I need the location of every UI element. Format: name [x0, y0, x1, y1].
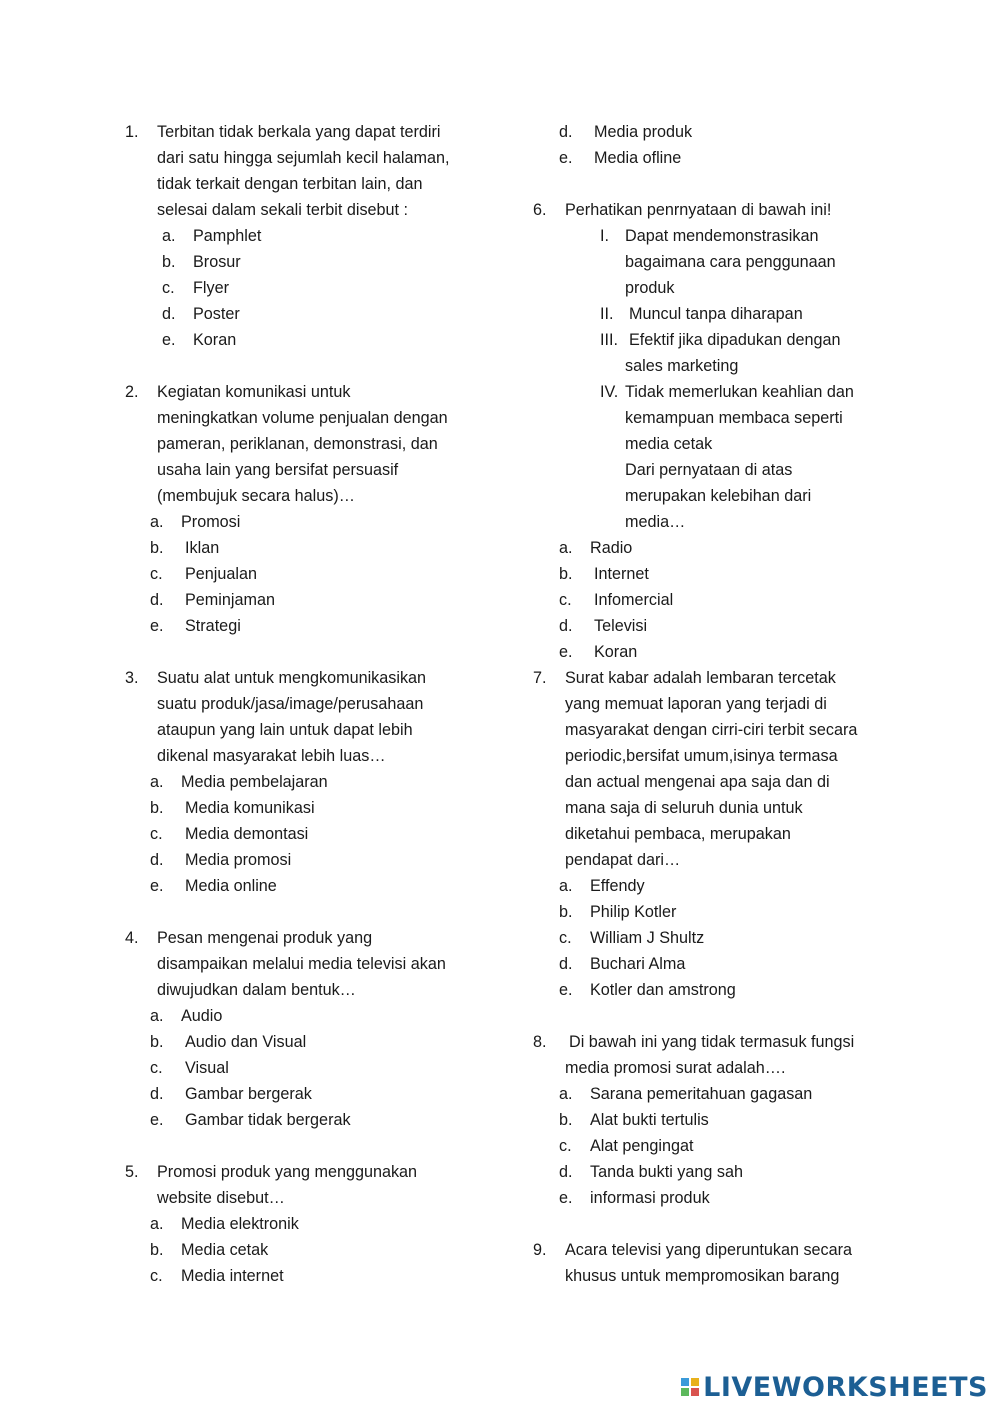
option-label: b. [150, 1241, 164, 1259]
statement-text: produk [625, 279, 675, 297]
option-a[interactable] [533, 1081, 893, 1107]
statement-numeral: I. [600, 227, 609, 245]
option-text: Gambar bergerak [185, 1085, 312, 1103]
option-d[interactable] [533, 951, 893, 977]
option-text: Alat bukti tertulis [590, 1111, 709, 1129]
question-number: 8. [533, 1033, 547, 1051]
question-text: diwujudkan dalam bentuk… [157, 981, 356, 999]
option-e[interactable] [125, 1107, 485, 1133]
option-label: a. [559, 877, 573, 895]
question-7 [533, 665, 893, 691]
option-b[interactable] [125, 535, 485, 561]
option-text: Buchari Alma [590, 955, 686, 973]
option-text: Philip Kotler [590, 903, 677, 921]
logo-blocks-icon [681, 1378, 699, 1396]
option-e[interactable] [533, 977, 893, 1003]
question-text: usaha lain yang bersifat persuasif [157, 461, 399, 479]
question-text: Surat kabar adalah lembaran tercetak [565, 669, 836, 687]
option-text: Sarana pemeritahuan gagasan [590, 1085, 813, 1103]
option-text: Media produk [594, 123, 693, 141]
option-c[interactable] [125, 821, 485, 847]
option-label: c. [150, 565, 163, 583]
question-text: Di bawah ini yang tidak termasuk fungsi [569, 1033, 855, 1051]
option-a[interactable] [125, 769, 485, 795]
option-label: e. [559, 1189, 573, 1207]
question-text: disampaikan melalui media televisi akan [157, 955, 446, 973]
question-text: suatu produk/jasa/image/perusahaan [157, 695, 424, 713]
option-text: Media komunikasi [185, 799, 315, 817]
statement-ii [533, 301, 893, 327]
option-e[interactable] [125, 613, 485, 639]
question-text: meningkatkan volume penjualan dengan [157, 409, 448, 427]
option-text: Koran [193, 331, 237, 349]
statement-text: Efektif jika dipadukan dengan [629, 331, 841, 349]
statement-iv [533, 379, 893, 405]
option-b[interactable] [125, 1237, 485, 1263]
option-label: c. [150, 1267, 163, 1285]
option-label: c. [559, 929, 572, 947]
option-text: Media demontasi [185, 825, 309, 843]
option-label: d. [559, 1163, 573, 1181]
question-text: periodic,bersifat umum,isinya termasa [565, 747, 838, 765]
statement-text: Tidak memerlukan keahlian dan [625, 383, 854, 401]
option-label: a. [559, 539, 573, 557]
option-b[interactable] [125, 795, 485, 821]
option-a[interactable] [125, 509, 485, 535]
option-label: c. [559, 591, 572, 609]
logo-block [681, 1378, 689, 1386]
statement-i [533, 223, 893, 249]
option-label: c. [150, 1059, 163, 1077]
option-text: Audio dan Visual [185, 1033, 307, 1051]
statement-numeral: II. [600, 305, 614, 323]
statement-numeral: III. [600, 331, 618, 349]
option-d[interactable] [533, 119, 893, 145]
option-e[interactable] [125, 327, 485, 353]
question-text: dari satu hingga sejumlah kecil halaman, [157, 149, 450, 167]
option-label: b. [559, 565, 573, 583]
question-6 [533, 197, 893, 223]
option-a[interactable] [533, 873, 893, 899]
question-number: 9. [533, 1241, 547, 1259]
option-text: Media elektronik [181, 1215, 299, 1233]
followup-text: merupakan kelebihan dari [625, 487, 812, 505]
liveworksheets-logo[interactable] [681, 1370, 988, 1404]
option-label: a. [150, 773, 164, 791]
question-number: 1. [125, 123, 139, 141]
option-b[interactable] [125, 249, 485, 275]
option-d[interactable] [125, 587, 485, 613]
question-text: Terbitan tidak berkala yang dapat terdiri [157, 123, 441, 141]
option-text: informasi produk [590, 1189, 710, 1207]
question-number: 5. [125, 1163, 139, 1181]
question-text: Suatu alat untuk mengkomunikasikan [157, 669, 427, 687]
option-label: e. [150, 617, 164, 635]
question-2 [125, 379, 485, 405]
option-c[interactable] [533, 925, 893, 951]
option-c[interactable] [125, 561, 485, 587]
option-label: b. [150, 1033, 164, 1051]
option-b[interactable] [125, 1029, 485, 1055]
option-c[interactable] [533, 587, 893, 613]
option-text: Effendy [590, 877, 645, 895]
option-text: Promosi [181, 513, 241, 531]
option-a[interactable] [125, 223, 485, 249]
option-text: Audio [181, 1007, 223, 1025]
option-b[interactable] [533, 899, 893, 925]
option-b[interactable] [533, 1107, 893, 1133]
question-text: pameran, periklanan, demonstrasi, dan [157, 435, 438, 453]
statement-text: Dapat mendemonstrasikan [625, 227, 819, 245]
question-text: diketahui pembaca, merupakan [565, 825, 791, 843]
option-label: e. [559, 981, 573, 999]
option-d[interactable] [533, 1159, 893, 1185]
option-text: Strategi [185, 617, 241, 635]
statement-text: bagaimana cara penggunaan [625, 253, 836, 271]
option-label: d. [150, 851, 164, 869]
question-text: ataupun yang lain untuk dapat lebih [157, 721, 413, 739]
option-text: William J Shultz [590, 929, 705, 947]
option-b[interactable] [533, 561, 893, 587]
option-label: a. [150, 1215, 164, 1233]
option-a[interactable] [533, 535, 893, 561]
option-text: Media ofline [594, 149, 682, 167]
left-column [125, 119, 485, 1289]
option-text: Iklan [185, 539, 220, 557]
option-text: Tanda bukti yang sah [590, 1163, 743, 1181]
option-e[interactable] [533, 145, 893, 171]
question-5 [125, 1159, 485, 1185]
option-c[interactable] [125, 1263, 485, 1289]
question-text: yang memuat laporan yang terjadi di [565, 695, 827, 713]
option-text: Alat pengingat [590, 1137, 694, 1155]
option-c[interactable] [125, 1055, 485, 1081]
option-label: d. [559, 617, 573, 635]
question-number: 6. [533, 201, 547, 219]
question-number: 4. [125, 929, 139, 947]
option-label: e. [559, 149, 573, 167]
option-text: Televisi [594, 617, 648, 635]
option-label: d. [150, 1085, 164, 1103]
question-text: khusus untuk mempromosikan barang [565, 1267, 840, 1285]
option-text: Brosur [193, 253, 241, 271]
option-text: Media cetak [181, 1241, 269, 1259]
option-d[interactable] [125, 847, 485, 873]
statement-numeral: IV. [600, 383, 619, 401]
option-text: Koran [594, 643, 638, 661]
option-label: e. [150, 877, 164, 895]
option-d[interactable] [125, 1081, 485, 1107]
logo-block [691, 1378, 699, 1386]
option-text: Peminjaman [185, 591, 275, 609]
question-text: selesai dalam sekali terbit disebut : [157, 201, 409, 219]
statement-iii [533, 327, 893, 353]
question-text: masyarakat dengan cirri-ciri terbit secara [565, 721, 858, 739]
option-text: Radio [590, 539, 633, 557]
question-3 [125, 665, 485, 691]
option-text: Visual [185, 1059, 229, 1077]
option-text: Media internet [181, 1267, 284, 1285]
statement-text: Muncul tanpa diharapan [629, 305, 803, 323]
option-label: c. [162, 279, 175, 297]
option-text: Kotler dan amstrong [590, 981, 736, 999]
question-1 [125, 119, 485, 145]
option-label: d. [150, 591, 164, 609]
option-label: b. [162, 253, 176, 271]
option-text: Penjualan [185, 565, 258, 583]
right-column [533, 119, 893, 1289]
logo-block [691, 1388, 699, 1396]
question-text: Perhatikan penrnyataan di bawah ini! [565, 201, 832, 219]
option-label: d. [162, 305, 176, 323]
question-text: tidak terkait dengan terbitan lain, dan [157, 175, 423, 193]
option-text: Media pembelajaran [181, 773, 328, 791]
option-d[interactable] [125, 301, 485, 327]
option-label: b. [559, 1111, 573, 1129]
option-text: Poster [193, 305, 240, 323]
option-d[interactable] [533, 613, 893, 639]
question-text: dan actual mengenai apa saja dan di [565, 773, 830, 791]
question-number: 2. [125, 383, 139, 401]
option-text: Media online [185, 877, 277, 895]
followup-text: media… [625, 513, 686, 531]
question-text: mana saja di seluruh dunia untuk [565, 799, 803, 817]
option-label: e. [162, 331, 176, 349]
option-label: c. [559, 1137, 572, 1155]
question-8 [533, 1029, 893, 1055]
followup-text: Dari pernyataan di atas [625, 461, 793, 479]
option-text: Pamphlet [193, 227, 262, 245]
statement-text: media cetak [625, 435, 713, 453]
logo-block [681, 1388, 689, 1396]
option-e[interactable] [125, 873, 485, 899]
question-text: pendapat dari… [565, 851, 681, 869]
question-text: Acara televisi yang diperuntukan secara [565, 1241, 853, 1259]
statement-text: kemampuan membaca seperti [625, 409, 843, 427]
option-label: a. [559, 1085, 573, 1103]
option-label: e. [559, 643, 573, 661]
question-text: (membujuk secara halus)… [157, 487, 355, 505]
option-label: b. [559, 903, 573, 921]
option-text: Flyer [193, 279, 229, 297]
option-label: b. [150, 799, 164, 817]
option-label: a. [150, 513, 164, 531]
question-text: website disebut… [157, 1189, 285, 1207]
option-label: c. [150, 825, 163, 843]
question-number: 3. [125, 669, 139, 687]
option-label: a. [150, 1007, 164, 1025]
question-text: dikenal masyarakat lebih luas… [157, 747, 386, 765]
option-label: d. [559, 955, 573, 973]
question-9 [533, 1237, 893, 1263]
option-c[interactable] [125, 275, 485, 301]
option-e[interactable] [533, 639, 893, 665]
option-text: Infomercial [594, 591, 674, 609]
question-text: Kegiatan komunikasi untuk [157, 383, 351, 401]
question-text: Pesan mengenai produk yang [157, 929, 373, 947]
option-label: a. [162, 227, 176, 245]
statement-text: sales marketing [625, 357, 739, 375]
option-label: b. [150, 539, 164, 557]
option-a[interactable] [125, 1003, 485, 1029]
option-a[interactable] [125, 1211, 485, 1237]
option-e[interactable] [533, 1185, 893, 1211]
option-label: e. [150, 1111, 164, 1129]
brand-name: LIVEWORKSHEETS [703, 1371, 988, 1403]
option-text: Gambar tidak bergerak [185, 1111, 351, 1129]
option-c[interactable] [533, 1133, 893, 1159]
question-number: 7. [533, 669, 547, 687]
option-text: Internet [594, 565, 649, 583]
question-text: Promosi produk yang menggunakan [157, 1163, 418, 1181]
option-label: d. [559, 123, 573, 141]
option-text: Media promosi [185, 851, 292, 869]
question-4 [125, 925, 485, 951]
question-text: media promosi surat adalah…. [565, 1059, 786, 1077]
